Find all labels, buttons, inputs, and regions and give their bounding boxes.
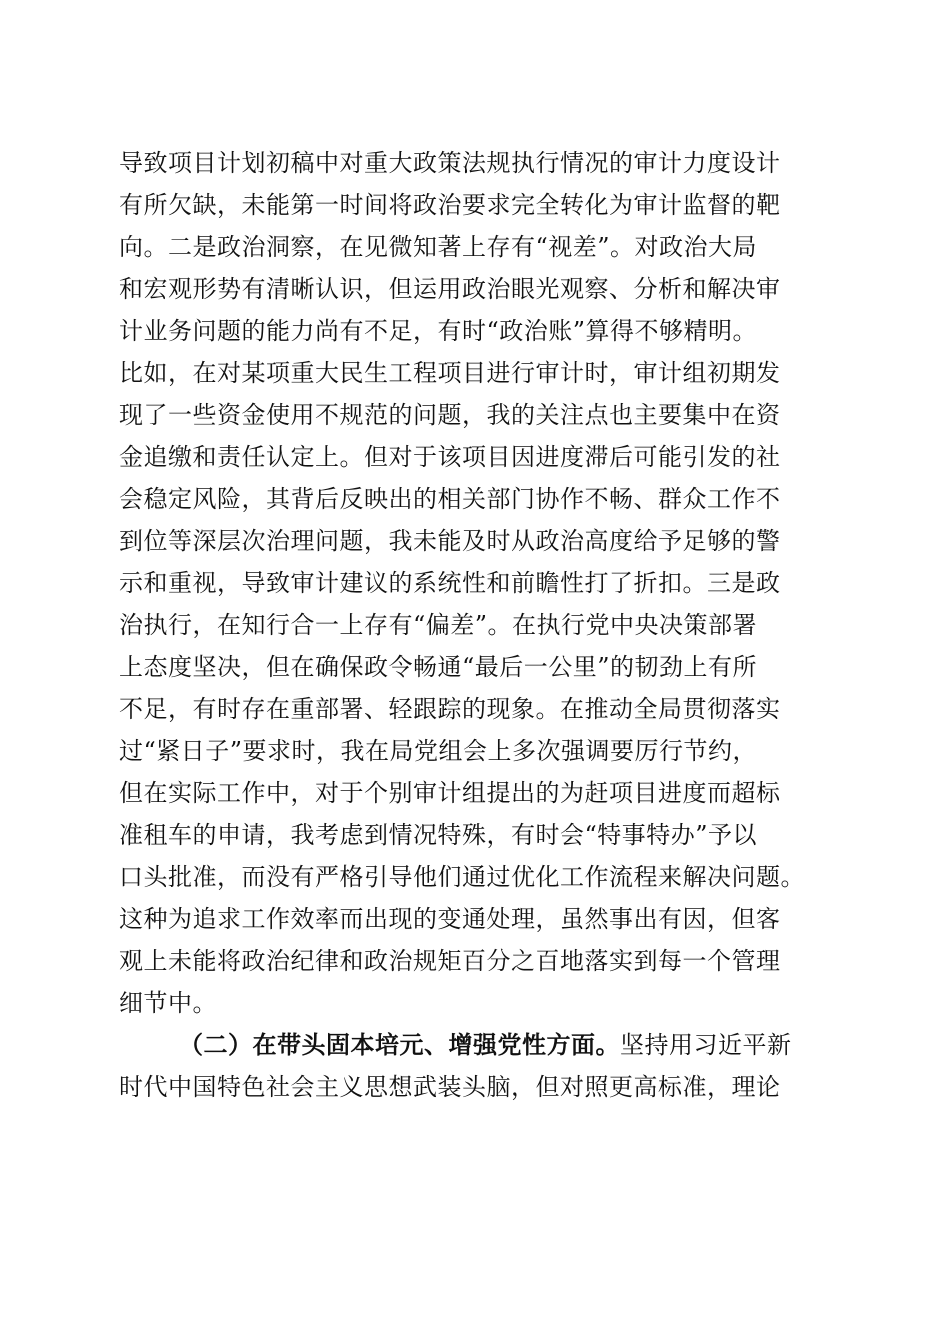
section-heading-continuation: 坚持用习近平新 xyxy=(620,1031,792,1059)
paragraph-line: 向。二是政治洞察，在见微知著上存有“视差”。对政治大局 xyxy=(119,233,758,261)
paragraph-line: 示和重视，导致审计建议的系统性和前瞻性打了折扣。三是政 xyxy=(119,569,781,597)
paragraph-line: 不足，有时存在重部署、轻跟踪的现象。在推动全局贯彻落实 xyxy=(119,695,781,723)
paragraph-line: 这种为追求工作效率而出现的变通处理，虽然事出有因，但客 xyxy=(119,905,781,933)
paragraph-line: 金追缴和责任认定上。但对于该项目因进度滞后可能引发的社 xyxy=(119,443,781,471)
section-heading: （二）在带头固本培元、增强党性方面。 xyxy=(179,1030,620,1059)
paragraph-line: 导致项目计划初稿中对重大政策法规执行情况的审计力度设计 xyxy=(119,149,781,177)
paragraph-line: 但在实际工作中，对于个别审计组提出的为赶项目进度而超标 xyxy=(119,779,781,807)
section-heading-line xyxy=(119,1024,839,1066)
paragraph-line: 到位等深层次治理问题，我未能及时从政治高度给予足够的警 xyxy=(119,527,781,555)
paragraph-line: 细节中。 xyxy=(119,989,217,1017)
paragraph-line: 时代中国特色社会主义思想武装头脑，但对照更高标准，理论 xyxy=(119,1073,781,1101)
document-body xyxy=(119,142,839,1108)
paragraph-line: 计业务问题的能力尚有不足，有时“政治账”算得不够精明。 xyxy=(119,317,758,345)
paragraph-line: 现了一些资金使用不规范的问题，我的关注点也主要集中在资 xyxy=(119,401,781,429)
paragraph-line: 口头批准，而没有严格引导他们通过优化工作流程来解决问题。 xyxy=(119,863,805,891)
paragraph-line: 观上未能将政治纪律和政治规矩百分之百地落实到每一个管理 xyxy=(119,947,781,975)
paragraph-line: 和宏观形势有清晰认识，但运用政治眼光观察、分析和解决审 xyxy=(119,275,781,303)
paragraph-line: 会稳定风险，其背后反映出的相关部门协作不畅、群众工作不 xyxy=(119,485,781,513)
paragraph-line: 过“紧日子”要求时，我在局党组会上多次强调要厉行节约， xyxy=(119,737,758,765)
paragraph-line: 上态度坚决，但在确保政令畅通“最后一公里”的韧劲上有所 xyxy=(119,653,758,681)
paragraph-line: 治执行，在知行合一上存有“偏差”。在执行党中央决策部署 xyxy=(119,611,758,639)
paragraph-line: 准租车的申请，我考虑到情况特殊，有时会“特事特办”予以 xyxy=(119,821,758,849)
paragraph-line: 比如，在对某项重大民生工程项目进行审计时，审计组初期发 xyxy=(119,359,781,387)
paragraph-line: 有所欠缺，未能第一时间将政治要求完全转化为审计监督的靶 xyxy=(119,191,781,219)
